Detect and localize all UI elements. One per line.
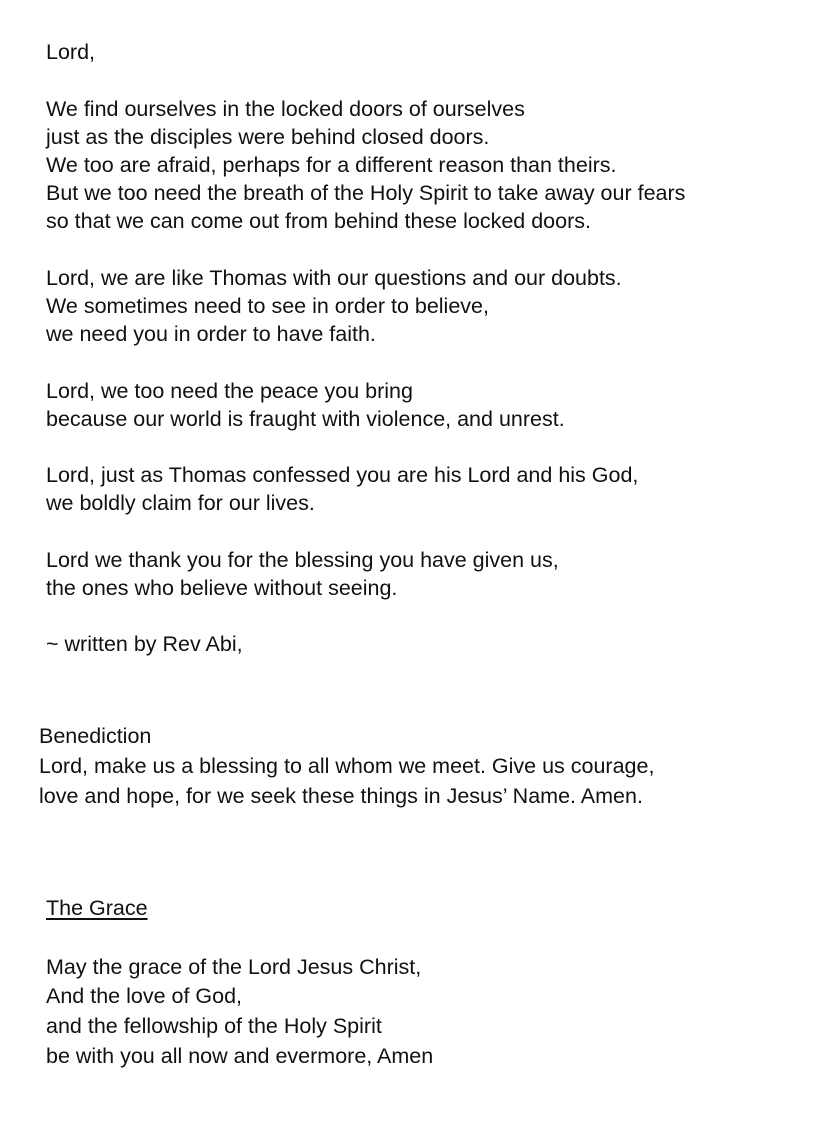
grace-heading: The Grace bbox=[46, 896, 148, 920]
grace-line: and the fellowship of the Holy Spirit bbox=[46, 1014, 382, 1038]
prayer-line: Lord, we are like Thomas with our questions and our doubts. bbox=[46, 266, 622, 290]
prayer-line: we need you in order to have faith. bbox=[46, 322, 376, 346]
benediction-heading: Benediction bbox=[39, 724, 152, 748]
grace-line: And the love of God, bbox=[46, 984, 243, 1008]
prayer-line: We sometimes need to see in order to believe, bbox=[46, 294, 489, 318]
prayer-line: the ones who believe without seeing. bbox=[46, 576, 398, 600]
benediction-line: love and hope, for we seek these things in Jesus’ Name. Amen. bbox=[39, 784, 643, 808]
prayer-line: just as the disciples were behind closed doors. bbox=[46, 125, 490, 149]
grace-line: be with you all now and evermore, Amen bbox=[46, 1044, 434, 1068]
prayer-line: because our world is fraught with violence, and unrest. bbox=[46, 407, 565, 431]
prayer-line: We find ourselves in the locked doors of ourselves bbox=[46, 97, 525, 121]
benediction-line: Lord, make us a blessing to all whom we meet. Give us courage, bbox=[39, 754, 655, 778]
prayer-salutation: Lord, bbox=[46, 40, 96, 64]
prayer-line: Lord, we too need the peace you bring bbox=[46, 379, 413, 403]
prayer-line: Lord, just as Thomas confessed you are his Lord and his God, bbox=[46, 463, 639, 487]
grace-line: May the grace of the Lord Jesus Christ, bbox=[46, 955, 422, 979]
prayer-line: so that we can come out from behind these locked doors. bbox=[46, 209, 591, 233]
prayer-attribution: ~ written by Rev Abi, bbox=[46, 632, 243, 656]
prayer-line: But we too need the breath of the Holy Spirit to take away our fears bbox=[46, 181, 686, 205]
prayer-line: Lord we thank you for the blessing you have given us, bbox=[46, 548, 559, 572]
prayer-line: we boldly claim for our lives. bbox=[46, 491, 315, 515]
prayer-line: We too are afraid, perhaps for a different reason than theirs. bbox=[46, 153, 617, 177]
